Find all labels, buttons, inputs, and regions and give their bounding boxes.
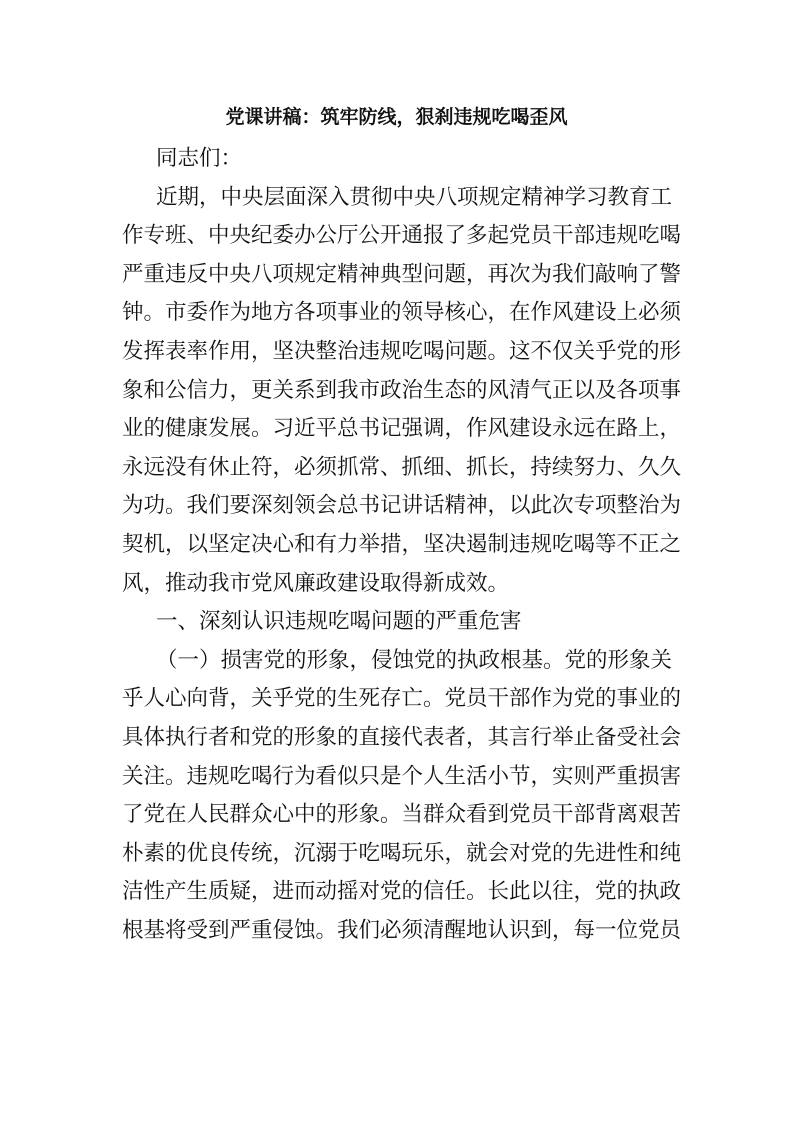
text-line: 一、深刻认识违规吃喝问题的严重危害 [156,609,522,635]
text-line: 洁性产生质疑，进而动摇对党的信任。长此以往，党的执政 [122,879,682,905]
document-title: 党课讲稿：筑牢防线，狠刹违规吃喝歪风 [225,106,568,128]
text-line: 关注。违规吃喝行为看似只是个人生活小节，实则严重损害 [122,763,682,789]
text-line: 乎人心向背，关乎党的生死存亡。党员干部作为党的事业的 [122,686,682,712]
text-line: 近期，中央层面深入贯彻中央八项规定精神学习教育工 [156,184,673,210]
text-line: 了党在人民群众心中的形象。当群众看到党员干部背离艰苦 [122,802,682,828]
text-line: 同志们： [156,146,243,171]
text-line: 永远没有休止符，必须抓常、抓细、抓长，持续努力、久久 [122,454,682,480]
text-line: 根基将受到严重侵蚀。我们必须清醒地认识到，每一位党员 [122,918,682,943]
text-line: 风，推动我市党风廉政建设取得新成效。 [122,570,510,596]
text-line: 为功。我们要深刻领会总书记讲话精神，以此次专项整治为 [122,493,682,519]
text-line: 契机，以坚定决心和有力举措，坚决遏制违规吃喝等不正之 [122,532,682,557]
text-line: 钟。市委作为地方各项事业的领导核心，在作风建设上必须 [122,300,682,326]
text-line: 作专班、中央纪委办公厅公开通报了多起党员干部违规吃喝 [122,223,682,249]
text-line: 发挥表率作用，坚决整治违规吃喝问题。这不仅关乎党的形 [122,339,682,364]
text-line: （一）损害党的形象，侵蚀党的执政根基。党的形象关 [156,647,673,673]
text-line: 业的健康发展。习近平总书记强调，作风建设永远在路上， [122,416,682,442]
text-line: 朴素的优良传统，沉溺于吃喝玩乐，就会对党的先进性和纯 [122,840,682,866]
text-line: 具体执行者和党的形象的直接代表者，其言行举止备受社会 [122,725,682,750]
text-line: 象和公信力，更关系到我市政治生态的风清气正以及各项事 [122,377,682,403]
text-line: 严重违反中央八项规定精神典型问题，再次为我们敲响了警 [122,261,682,287]
